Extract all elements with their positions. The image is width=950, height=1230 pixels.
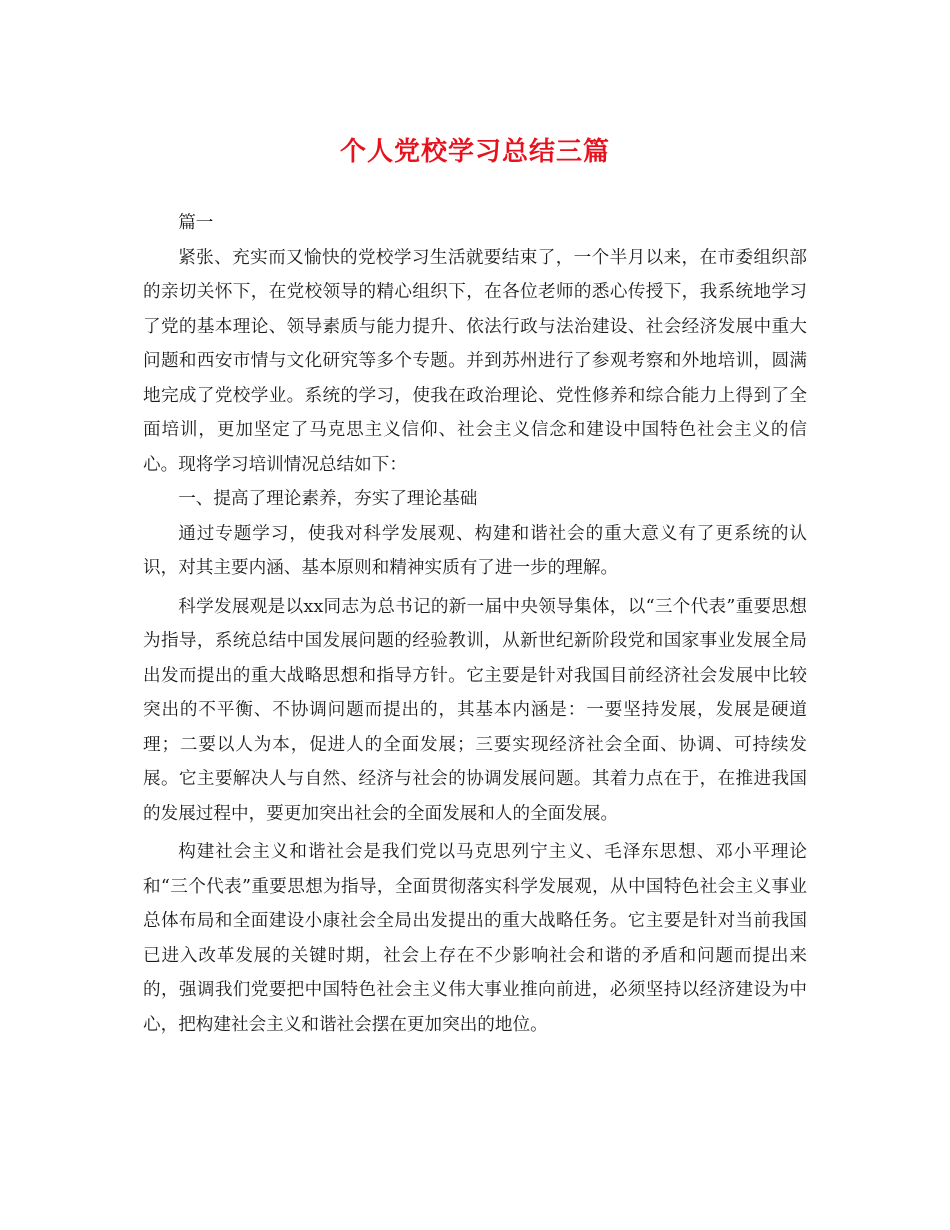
section-label: 篇一	[178, 213, 214, 233]
section-heading: 一、提高了理论素养，夯实了理论基础	[178, 489, 478, 509]
body-paragraph: 构建社会主义和谐社会是我们党以马克思列宁主义、毛泽东思想、邓小平理论和“三个代表”重要思想为指导，全面贯彻落实科学发展观，从中国特色社会主义事业总体布局和全面建设小康社会全局出发提出的重大战略任务。它主要是针对当前我国已进入改革发展的关键时期，社会上存在不少影响社会和谐的矛盾和问题而提出来的，强调我们党要把中国特色社会主义伟大事业推向前进，必须坚持以经济建设为中心，把构建社会主义和谐社会摆在更加突出的地位。	[143, 842, 807, 1035]
body-paragraph: 通过专题学习，使我对科学发展观、构建和谐社会的重大意义有了更系统的认识，对其主要内涵、基本原则和精神实质有了进一步的理解。	[143, 523, 807, 578]
document-body	[143, 206, 807, 1042]
body-paragraph: 紧张、充实而又愉快的党校学习生活就要结束了，一个半月以来，在市委组织部的亲切关怀下，在党校领导的精心组织下，在各位老师的悉心传授下，我系统地学习了党的基本理论、领导素质与能力提升、依法行政与法治建设、社会经济发展中重大问题和西安市情与文化研究等多个专题。并到苏州进行了参观考察和外地培训，圆满地完成了党校学业。系统的学习，使我在政治理论、党性修养和综合能力上得到了全面培训，更加坚定了马克思主义信仰、社会主义信念和建设中国特色社会主义的信心。现将学习培训情况总结如下：	[143, 247, 807, 475]
document-title: 个人党校学习总结三篇	[339, 137, 610, 167]
body-paragraph: 科学发展观是以xx同志为总书记的新一届中央领导集体，以“三个代表”重要思想为指导，系统总结中国发展问题的经验教训，从新世纪新阶段党和国家事业发展全局出发而提出的重大战略思想和指导方针。它主要是针对我国目前经济社会发展中比较突出的不平衡、不协调问题而提出的，其基本内涵是：一要坚持发展，发展是硬道理；二要以人为本，促进人的全面发展；三要实现经济社会全面、协调、可持续发展。它主要解决人与自然、经济与社会的协调发展问题。其着力点在于，在推进我国的发展过程中，要更加突出社会的全面发展和人的全面发展。	[143, 596, 807, 824]
